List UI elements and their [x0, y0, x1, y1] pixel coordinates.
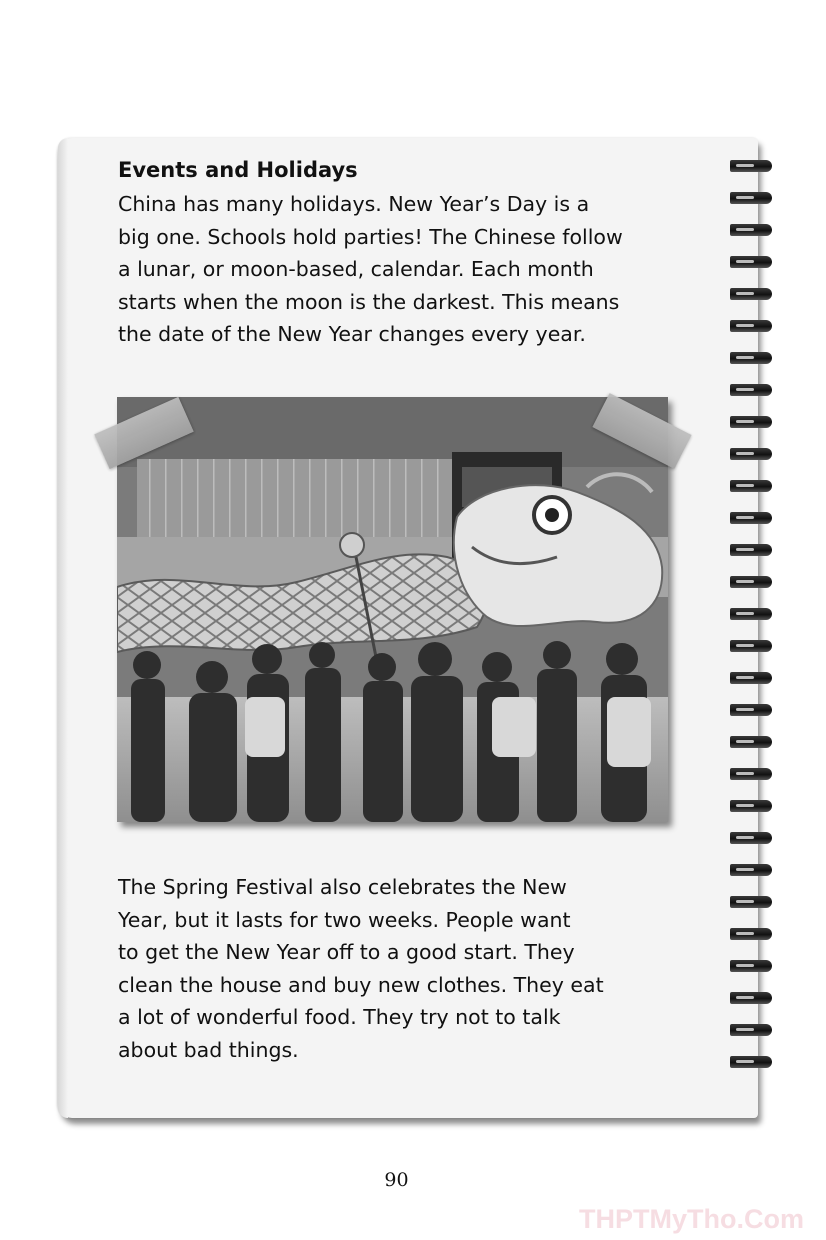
paragraph-2-line: Year, but it lasts for two weeks. People want: [118, 907, 571, 932]
dragon-dance-photo: [117, 397, 668, 822]
spiral-coil: [730, 768, 772, 780]
spiral-coil: [730, 256, 772, 268]
paragraph-2: [118, 871, 678, 1067]
spiral-coil: [730, 192, 772, 204]
paragraph-1: [118, 188, 678, 351]
spiral-coil: [730, 640, 772, 652]
spiral-coil: [730, 576, 772, 588]
paragraph-2-line: to get the New Year off to a good start. They: [118, 940, 575, 965]
spiral-coil: [730, 1024, 772, 1036]
spiral-coil: [730, 1056, 772, 1068]
spiral-coil: [730, 928, 772, 940]
dragon-dance-illustration: [117, 397, 668, 822]
paragraph-1-line: China has many holidays. New Year’s Day is a: [118, 192, 590, 216]
spiral-coil: [730, 544, 772, 556]
paragraph-1-line: a lunar, or moon-based, calendar. Each month: [118, 257, 594, 282]
spiral-coil: [730, 480, 772, 492]
paragraph-1-line: starts when the moon is the darkest. This means: [118, 289, 620, 314]
spiral-coil: [730, 352, 772, 364]
spiral-coil: [730, 896, 772, 908]
spiral-coil: [730, 288, 772, 300]
spiral-coil: [730, 672, 772, 684]
watermark: THPTMyTho.Com: [579, 1204, 804, 1234]
spiral-coil: [730, 800, 772, 812]
paragraph-2-line: clean the house and buy new clothes. They eat: [118, 972, 604, 997]
spiral-coil: [730, 960, 772, 972]
paragraph-2-line: about bad things.: [118, 1037, 299, 1062]
spiral-coil: [730, 736, 772, 748]
spiral-coil: [730, 384, 772, 396]
spiral-coil: [730, 832, 772, 844]
page-number: 90: [384, 1169, 409, 1191]
spiral-coil: [730, 224, 772, 236]
spiral-coil: [730, 448, 772, 460]
spiral-coil: [730, 704, 772, 716]
paragraph-1-line: big one. Schools hold parties! The Chinese follow: [118, 224, 623, 249]
spiral-coil: [730, 864, 772, 876]
spiral-binding: [730, 160, 780, 1090]
spiral-coil: [730, 608, 772, 620]
spiral-coil: [730, 416, 772, 428]
spiral-coil: [730, 512, 772, 524]
section-heading: Events and Holidays: [118, 158, 358, 182]
paragraph-2-line: a lot of wonderful food. They try not to talk: [118, 1005, 561, 1030]
spiral-coil: [730, 160, 772, 172]
paragraph-1-line: the date of the New Year changes every year.: [118, 322, 586, 347]
spiral-coil: [730, 320, 772, 332]
paragraph-2-line: The Spring Festival also celebrates the New: [118, 875, 567, 899]
spiral-coil: [730, 992, 772, 1004]
